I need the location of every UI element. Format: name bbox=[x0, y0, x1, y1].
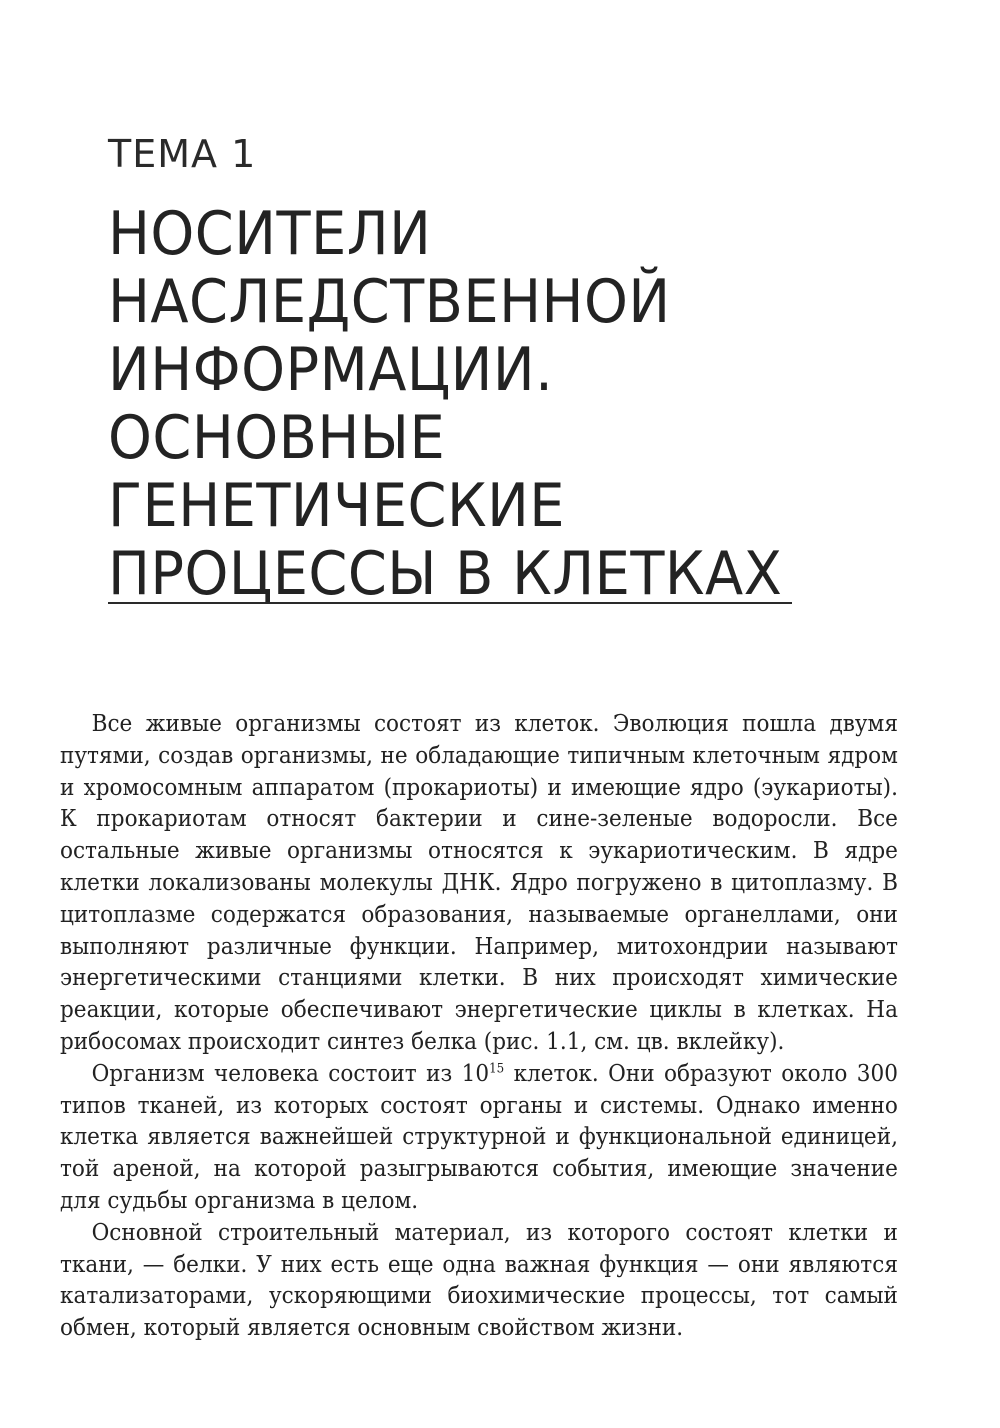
title-underline-rule bbox=[108, 602, 792, 604]
paragraph-cells-overview: Все живые организмы состоят из клеток. Эволюция пошла двумя путями, создав организмы, не обладающие типичным клеточным ядром и хромосомным аппаратом (прокариоты) и имеющие ядро (эукариоты). К прокариотам относят бактерии и сине-зеленые водоросли. Все остальные живые организмы относятся к эукариотическим. В ядре клетки локализованы молекулы ДНК. Ядро погружено в цитоплазму. В цитоплазме содержатся образования, называемые органеллами, они выполняют различные функции. Например, митохондрии называют энергетическими станциями клетки. В них происходят химические реакции, которые обеспечивают энергетические циклы в клетках. На рибосомах происходит синтез белка (рис. 1.1, см. цв. вклейку). bbox=[60, 710, 898, 1055]
chapter-title-line: НОСИТЕЛИ bbox=[108, 199, 432, 269]
chapter-title-line: ГЕНЕТИЧЕСКИЕ bbox=[108, 471, 565, 541]
paragraph-proteins: Основной строительный материал, из которого состоят клетки и ткани, — белки. У них есть еще одна важная функция — они являются катализаторами, ускоряющими биохимические процессы, тот самый обмен, который является основным свойством жизни. bbox=[60, 1218, 898, 1342]
paragraph-text: клеток. Они образуют около 300 типов тканей, из которых состоят органы и системы. Однако именно клетка является важнейшей структурной и функциональной единицей, той ареной, на которой разыгрываются события, имеющие значение для судьбы организма в целом. bbox=[60, 1059, 898, 1214]
chapter-title-line: ИНФОРМАЦИИ. bbox=[108, 335, 554, 405]
chapter-title-line: НАСЛЕДСТВЕННОЙ bbox=[108, 267, 671, 337]
chapter-title-line: ПРОЦЕССЫ В КЛЕТКАХ bbox=[108, 539, 783, 609]
chapter-title bbox=[108, 199, 783, 609]
body-text bbox=[60, 708, 898, 1344]
chapter-title-line: ОСНОВНЫЕ bbox=[108, 403, 446, 473]
theme-label: ТЕМА 1 bbox=[108, 132, 257, 176]
paragraph-text: Организм человека состоит из 10 bbox=[91, 1059, 490, 1087]
paragraph-human-organism bbox=[60, 1058, 898, 1217]
exponent: 15 bbox=[489, 1061, 505, 1077]
